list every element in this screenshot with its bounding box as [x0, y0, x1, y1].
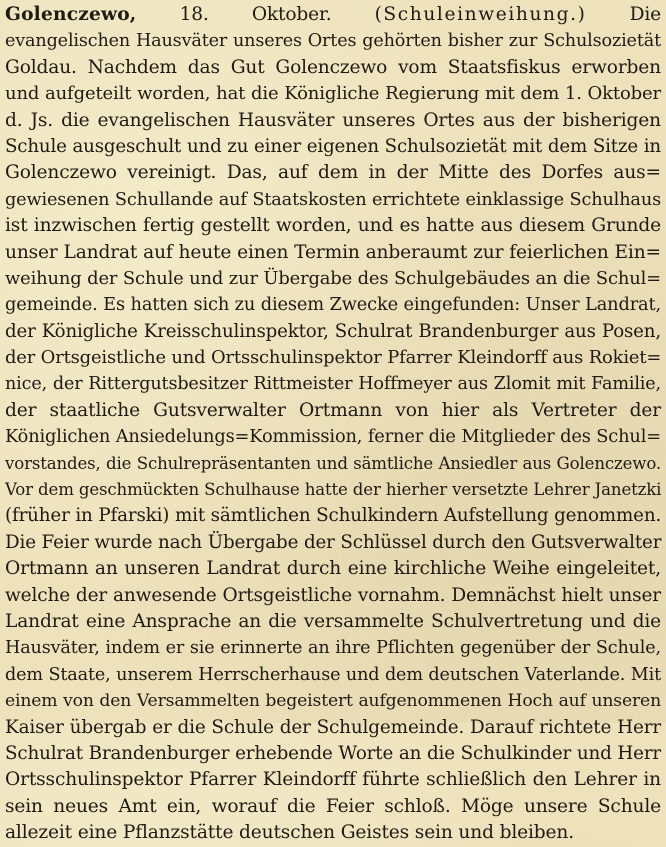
- article-line: Schulrat Brandenburger erhebende Worte an die Schulkinder und Herr: [5, 742, 661, 764]
- article-first-line-text: Die: [629, 4, 661, 25]
- article-line: Goldau. Nachdem das Gut Golenczewo vom Staatsfiskus erworben: [5, 56, 661, 78]
- article-line: Hausväter, indem er sie erinnerte an ihre Pflichten gegenüber der Schule,: [5, 638, 661, 659]
- article-line: und aufgeteilt worden, hat die Königliche Regierung mit dem 1. Oktober: [5, 83, 661, 105]
- article-line: Schule ausgeschult und zu einer eigenen Schulsozietät mit dem Sitze in: [5, 135, 661, 157]
- article-line: Königlichen Ansiedelungs=Kommission, ferner die Mitglieder des Schul=: [5, 426, 661, 448]
- article-line: d. Js. die evangelischen Hausväter unseres Ortes aus der bisherigen: [5, 109, 661, 131]
- article-line: (früher in Pfarski) mit sämtlichen Schulkindern Aufstellung genommen.: [5, 505, 662, 527]
- article-line: gemeinde. Es hatten sich zu diesem Zwecke eingefunden: Unser Landrat,: [5, 294, 661, 316]
- article-line: Ortsschulinspektor Pfarrer Kleindorff führte schließlich den Lehrer in: [5, 769, 661, 791]
- article-line: Die Feier wurde nach Übergabe der Schlüssel durch den Gutsverwalter: [5, 531, 662, 553]
- article-line: dem Staate, unserem Herrscherhause und dem deutschen Vaterlande. Mit: [5, 664, 661, 685]
- article-line: Landrat eine Ansprache an die versammelte Schulvertretung und die: [5, 610, 661, 632]
- article-line: der Ortsgeistliche und Ortsschulinspektor Pfarrer Kleindorff aus Rokiet=: [5, 347, 662, 369]
- article-line: gewiesenen Schullande auf Staatskosten errichtete einklassige Schulhaus: [5, 189, 661, 210]
- article-dateline: [5, 2, 661, 28]
- article-line: einem von den Versammelten begeistert aufgenommenen Hoch auf unseren: [5, 691, 661, 712]
- newspaper-article: [5, 2, 662, 844]
- article-line: evangelischen Hausväter unseres Ortes gehörten bisher zur Schulsozietät: [5, 31, 661, 52]
- article-date: 18. Oktober.: [179, 4, 332, 25]
- article-last-line: allezeit eine Pflanzstätte deutschen Geistes sein und bleiben.: [5, 822, 574, 844]
- article-line: der staatliche Gutsverwalter Ortmann von hier als Vertreter der: [5, 399, 661, 421]
- article-line: welche der anwesende Ortsgeistliche vornahm. Demnächst hielt unser: [5, 584, 661, 606]
- article-line: nice, der Rittergutsbesitzer Rittmeister Hoffmeyer aus Zlomit mit Familie,: [5, 374, 661, 395]
- article-line: ist inzwischen fertig gestellt worden, und es hatte aus diesem Grunde: [5, 215, 661, 237]
- article-line: unser Landrat auf heute einen Termin anberaumt zur feierlichen Ein=: [5, 241, 661, 263]
- article-line: Golenczewo vereinigt. Das, auf dem in der Mitte des Dorfes aus=: [5, 162, 661, 184]
- article-line: weihung der Schule und zur Übergabe des Schulgebäudes an die Schul=: [5, 267, 661, 289]
- article-topic: (Schuleinweihung.): [374, 4, 587, 25]
- article-line: sein neues Amt ein, worauf die Feier schloß. Möge unsere Schule: [5, 795, 661, 817]
- article-line: vorstandes, die Schulrepräsentanten und sämtliche Ansiedler aus Golenczewo.: [5, 453, 661, 473]
- article-line: Vor dem geschmückten Schulhause hatte der hierher versetzte Lehrer Janetzki: [5, 480, 662, 500]
- article-line: Kaiser übergab er die Schule der Schulgemeinde. Darauf richtete Herr: [5, 716, 661, 738]
- article-line: der Königliche Kreisschulinspektor, Schulrat Brandenburger aus Posen,: [5, 320, 661, 342]
- article-place: Golenczewo,: [5, 4, 137, 25]
- article-line: Ortmann an unseren Landrat durch eine kirchliche Weihe eingeleitet,: [5, 558, 661, 580]
